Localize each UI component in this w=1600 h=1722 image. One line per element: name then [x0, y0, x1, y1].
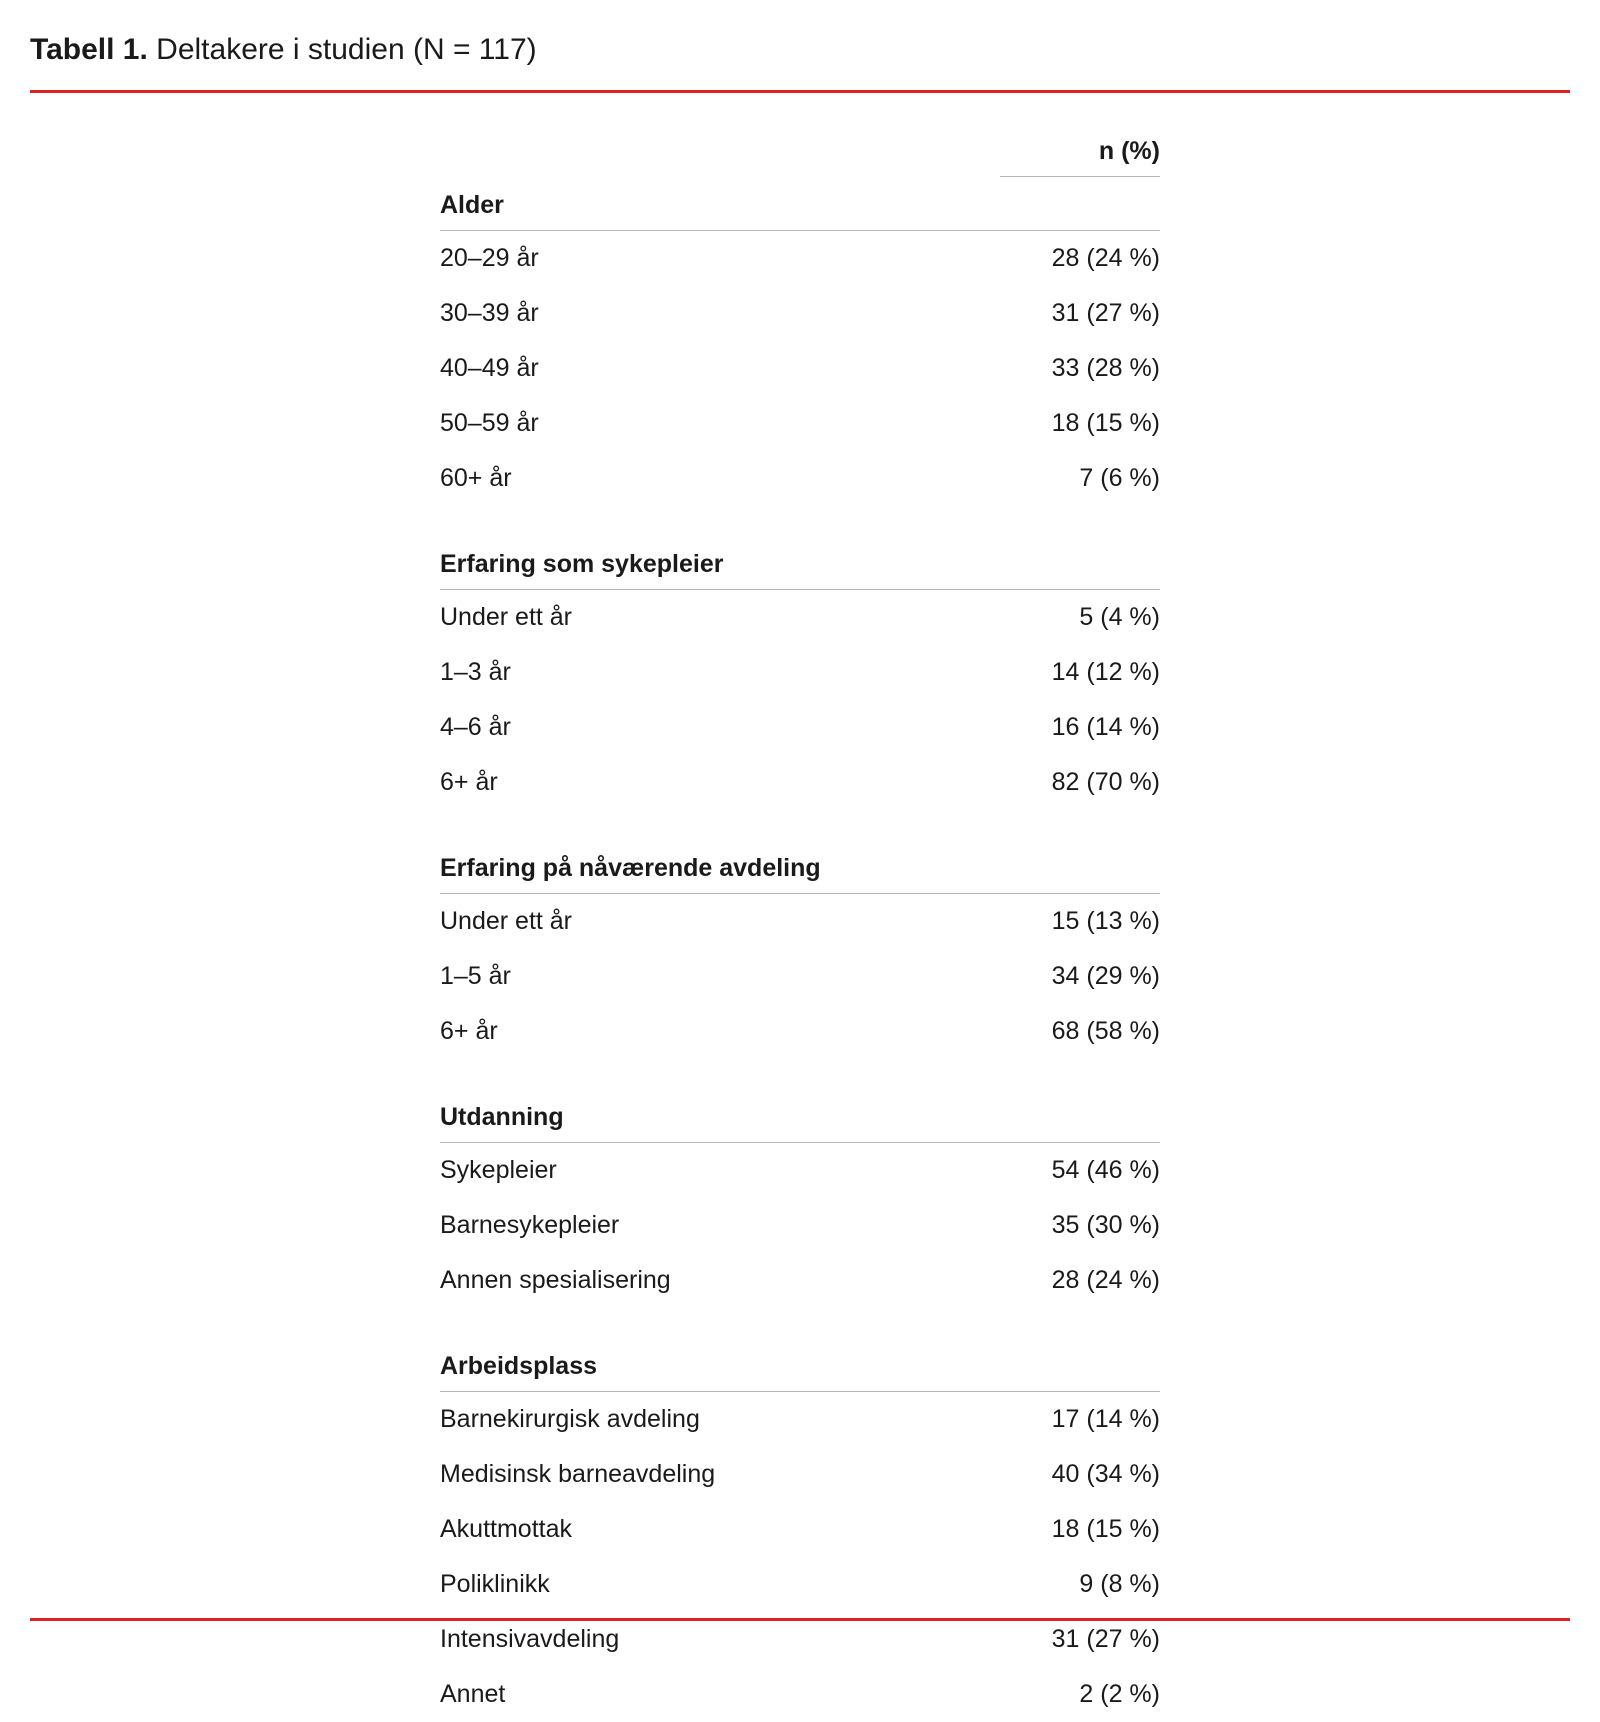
- section-title-value-cell: [1000, 177, 1160, 231]
- table-row: [440, 1447, 1160, 1502]
- table-row: [440, 231, 1160, 287]
- row-value: 40 (34 %): [1051, 1460, 1160, 1488]
- table-row: [440, 341, 1160, 396]
- row-value: 7 (6 %): [1079, 464, 1160, 492]
- section-spacer: [440, 1308, 1160, 1334]
- row-value: 5 (4 %): [1079, 603, 1160, 631]
- column-header-label: [440, 137, 1000, 177]
- section-spacer-cell: [440, 506, 1160, 532]
- section-spacer: [440, 506, 1160, 532]
- row-label: 50–59 år: [440, 409, 539, 437]
- table-row: [440, 286, 1160, 341]
- table-row: [440, 1198, 1160, 1253]
- row-label: Annet: [440, 1680, 506, 1708]
- row-label: Barnekirurgisk avdeling: [440, 1405, 700, 1433]
- caption-label: Tabell 1.: [30, 33, 148, 66]
- row-value: 31 (27 %): [1051, 299, 1160, 327]
- section-title: Alder: [440, 177, 1000, 231]
- table-row: [440, 1143, 1160, 1199]
- row-label: Annen spesialisering: [440, 1266, 671, 1294]
- row-label: 20–29 år: [440, 244, 539, 272]
- section-spacer: [440, 810, 1160, 836]
- row-value: 18 (15 %): [1051, 409, 1160, 437]
- caption-text: Deltakere i studien (N = 117): [147, 33, 537, 66]
- table-body: [440, 137, 1160, 1722]
- section-title-value-cell: [1000, 1334, 1160, 1392]
- section-title: Erfaring som sykepleier: [440, 532, 1000, 590]
- table-row: [440, 645, 1160, 700]
- row-label: Akuttmottak: [440, 1515, 572, 1543]
- row-value: 35 (30 %): [1051, 1211, 1160, 1239]
- row-label: Sykepleier: [440, 1156, 557, 1184]
- section-title-value-cell: [1000, 532, 1160, 590]
- participants-table: [440, 137, 1160, 1722]
- table-row: [440, 1502, 1160, 1557]
- table-row: [440, 894, 1160, 950]
- section-title: Utdanning: [440, 1085, 1000, 1143]
- row-value: 28 (24 %): [1051, 244, 1160, 272]
- row-label: Under ett år: [440, 907, 573, 935]
- row-label: 4–6 år: [440, 713, 511, 741]
- table-section-header: [440, 836, 1160, 894]
- column-header-count: n (%): [1000, 137, 1160, 177]
- table-section-header: [440, 177, 1160, 231]
- row-value: 28 (24 %): [1051, 1266, 1160, 1294]
- row-value: 18 (15 %): [1051, 1515, 1160, 1543]
- row-label: Medisinsk barneavdeling: [440, 1460, 716, 1488]
- row-label: 60+ år: [440, 464, 512, 492]
- table-row: [440, 1557, 1160, 1612]
- table-section-header: [440, 532, 1160, 590]
- row-value: 82 (70 %): [1051, 768, 1160, 796]
- table-row: [440, 1253, 1160, 1308]
- table-header-row: [440, 137, 1160, 177]
- table-row: [440, 451, 1160, 506]
- row-label: 1–3 år: [440, 658, 511, 686]
- row-value: 34 (29 %): [1051, 962, 1160, 990]
- row-value: 33 (28 %): [1051, 354, 1160, 382]
- row-value: 9 (8 %): [1079, 1570, 1160, 1598]
- row-value: 68 (58 %): [1051, 1017, 1160, 1045]
- table-section-header: [440, 1334, 1160, 1392]
- table-container: [30, 93, 1570, 1722]
- row-label: Under ett år: [440, 603, 573, 631]
- bottom-rule: [30, 1618, 1570, 1621]
- table-caption: [30, 0, 1570, 90]
- row-value: 54 (46 %): [1051, 1156, 1160, 1184]
- row-label: 6+ år: [440, 1017, 498, 1045]
- table-row: [440, 700, 1160, 755]
- section-spacer-cell: [440, 1059, 1160, 1085]
- table-row: [440, 1667, 1160, 1722]
- row-value: 15 (13 %): [1051, 907, 1160, 935]
- row-value: 14 (12 %): [1051, 658, 1160, 686]
- row-label: 40–49 år: [440, 354, 539, 382]
- row-label: Barnesykepleier: [440, 1211, 620, 1239]
- table-section-header: [440, 1085, 1160, 1143]
- table-row: [440, 396, 1160, 451]
- row-value: 16 (14 %): [1051, 713, 1160, 741]
- section-spacer-cell: [440, 1308, 1160, 1334]
- section-spacer-cell: [440, 810, 1160, 836]
- table-row: [440, 949, 1160, 1004]
- row-label: Intensivavdeling: [440, 1625, 620, 1653]
- section-title-value-cell: [1000, 836, 1160, 894]
- section-title: Arbeidsplass: [440, 1334, 1000, 1392]
- table-row: [440, 1392, 1160, 1448]
- row-label: 30–39 år: [440, 299, 539, 327]
- row-value: 31 (27 %): [1051, 1625, 1160, 1653]
- row-label: 1–5 år: [440, 962, 511, 990]
- row-value: 17 (14 %): [1051, 1405, 1160, 1433]
- section-title: Erfaring på nåværende avdeling: [440, 836, 1000, 894]
- row-label: 6+ år: [440, 768, 498, 796]
- row-label: Poliklinikk: [440, 1570, 550, 1598]
- table-row: [440, 590, 1160, 646]
- row-value: 2 (2 %): [1079, 1680, 1160, 1708]
- section-title-value-cell: [1000, 1085, 1160, 1143]
- section-spacer: [440, 1059, 1160, 1085]
- table-row: [440, 1004, 1160, 1059]
- table-row: [440, 755, 1160, 810]
